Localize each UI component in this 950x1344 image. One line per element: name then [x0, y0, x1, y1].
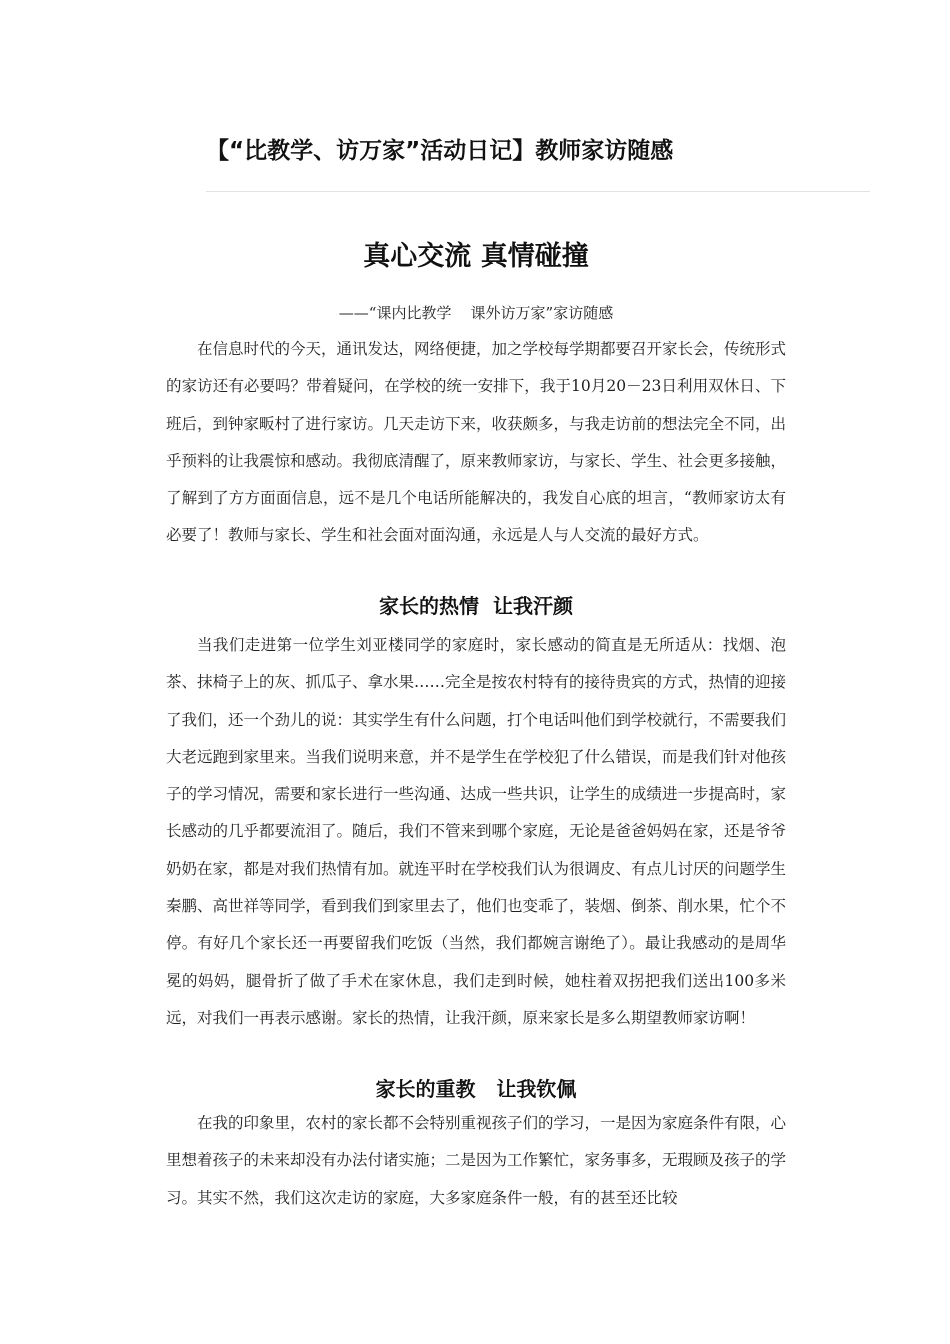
article-subtitle: ——“课内比教学 课外访万家”家访随感 [338, 304, 614, 322]
section-paragraph-education: 在我的印象里，农村的家长都不会特别重视孩子们的学习，一是因为家庭条件有限，心里想着孩子的未来却没有办法付诸实施；二是因为工作繁忙，家务事多，无瑕顾及孩子的学习。其实不然，我们这次走访的家庭，大多家庭条件一般，有的甚至还比较 [166, 1114, 787, 1207]
intro-paragraph: 在信息时代的今天，通讯发达，网络便捷，加之学校每学期都要召开家长会，传统形式的家访还有必要吗？带着疑问，在学校的统一安排下，我于10月20－23日利用双休日、下班后，到钟家畈村了进行家访。几天走访下来，收获颇多，与我走访前的想法完全不同，出乎预料的让我震惊和感动。我彻底清醒了，原来教师家访，与家长、学生、社会更多接触，了解到了方方面面信息，远不是几个电话所能解决的，我发自心底的坦言，“教师家访太有必要了！教师与家长、学生和社会面对面沟通，永远是人与人交流的最好方式。 [166, 340, 787, 545]
header-divider [206, 191, 870, 192]
page-header-title: 【“比教学、访万家”活动日记】教师家访随感 [206, 138, 674, 164]
section-heading-education: 家长的重教 让我钦佩 [375, 1077, 577, 1101]
section-heading-enthusiasm: 家长的热情 让我汗颜 [379, 594, 573, 618]
section-paragraph-enthusiasm: 当我们走进第一位学生刘亚楼同学的家庭时，家长感动的简直是无所适从：找烟、泡茶、抹椅子上的灰、抓瓜子、拿水果……完全是按农村特有的接待贵宾的方式，热情的迎接了我们，还一个劲儿的说：其实学生有什么问题，打个电话叫他们到学校就行，不需要我们大老远跑到家里来。当我们说明来意，并不是学生在学校犯了什么错误，而是我们针对他孩子的学习情况，需要和家长进行一些沟通、达成一些共识，让学生的成绩进一步提高时，家长感动的几乎都要流泪了。随后，我们不管来到哪个家庭，无论是爸爸妈妈在家，还是爷爷奶奶在家，都是对我们热情有加。就连平时在学校我们认为很调皮、有点儿讨厌的问题学生秦鹏、高世祥等同学，看到我们到家里去了，他们也变乖了，装烟、倒茶、削水果，忙个不停。有好几个家长还一再要留我们吃饭（当然，我们都婉言谢绝了）。最让我感动的是周华冕的妈妈，腿骨折了做了手术在家休息，我们走到时候，她柱着双拐把我们送出100多米远，对我们一再表示感谢。家长的热情，让我汗颜，原来家长是多么期望教师家访啊！ [166, 636, 787, 1027]
article-title: 真心交流 真情碰撞 [363, 241, 589, 272]
